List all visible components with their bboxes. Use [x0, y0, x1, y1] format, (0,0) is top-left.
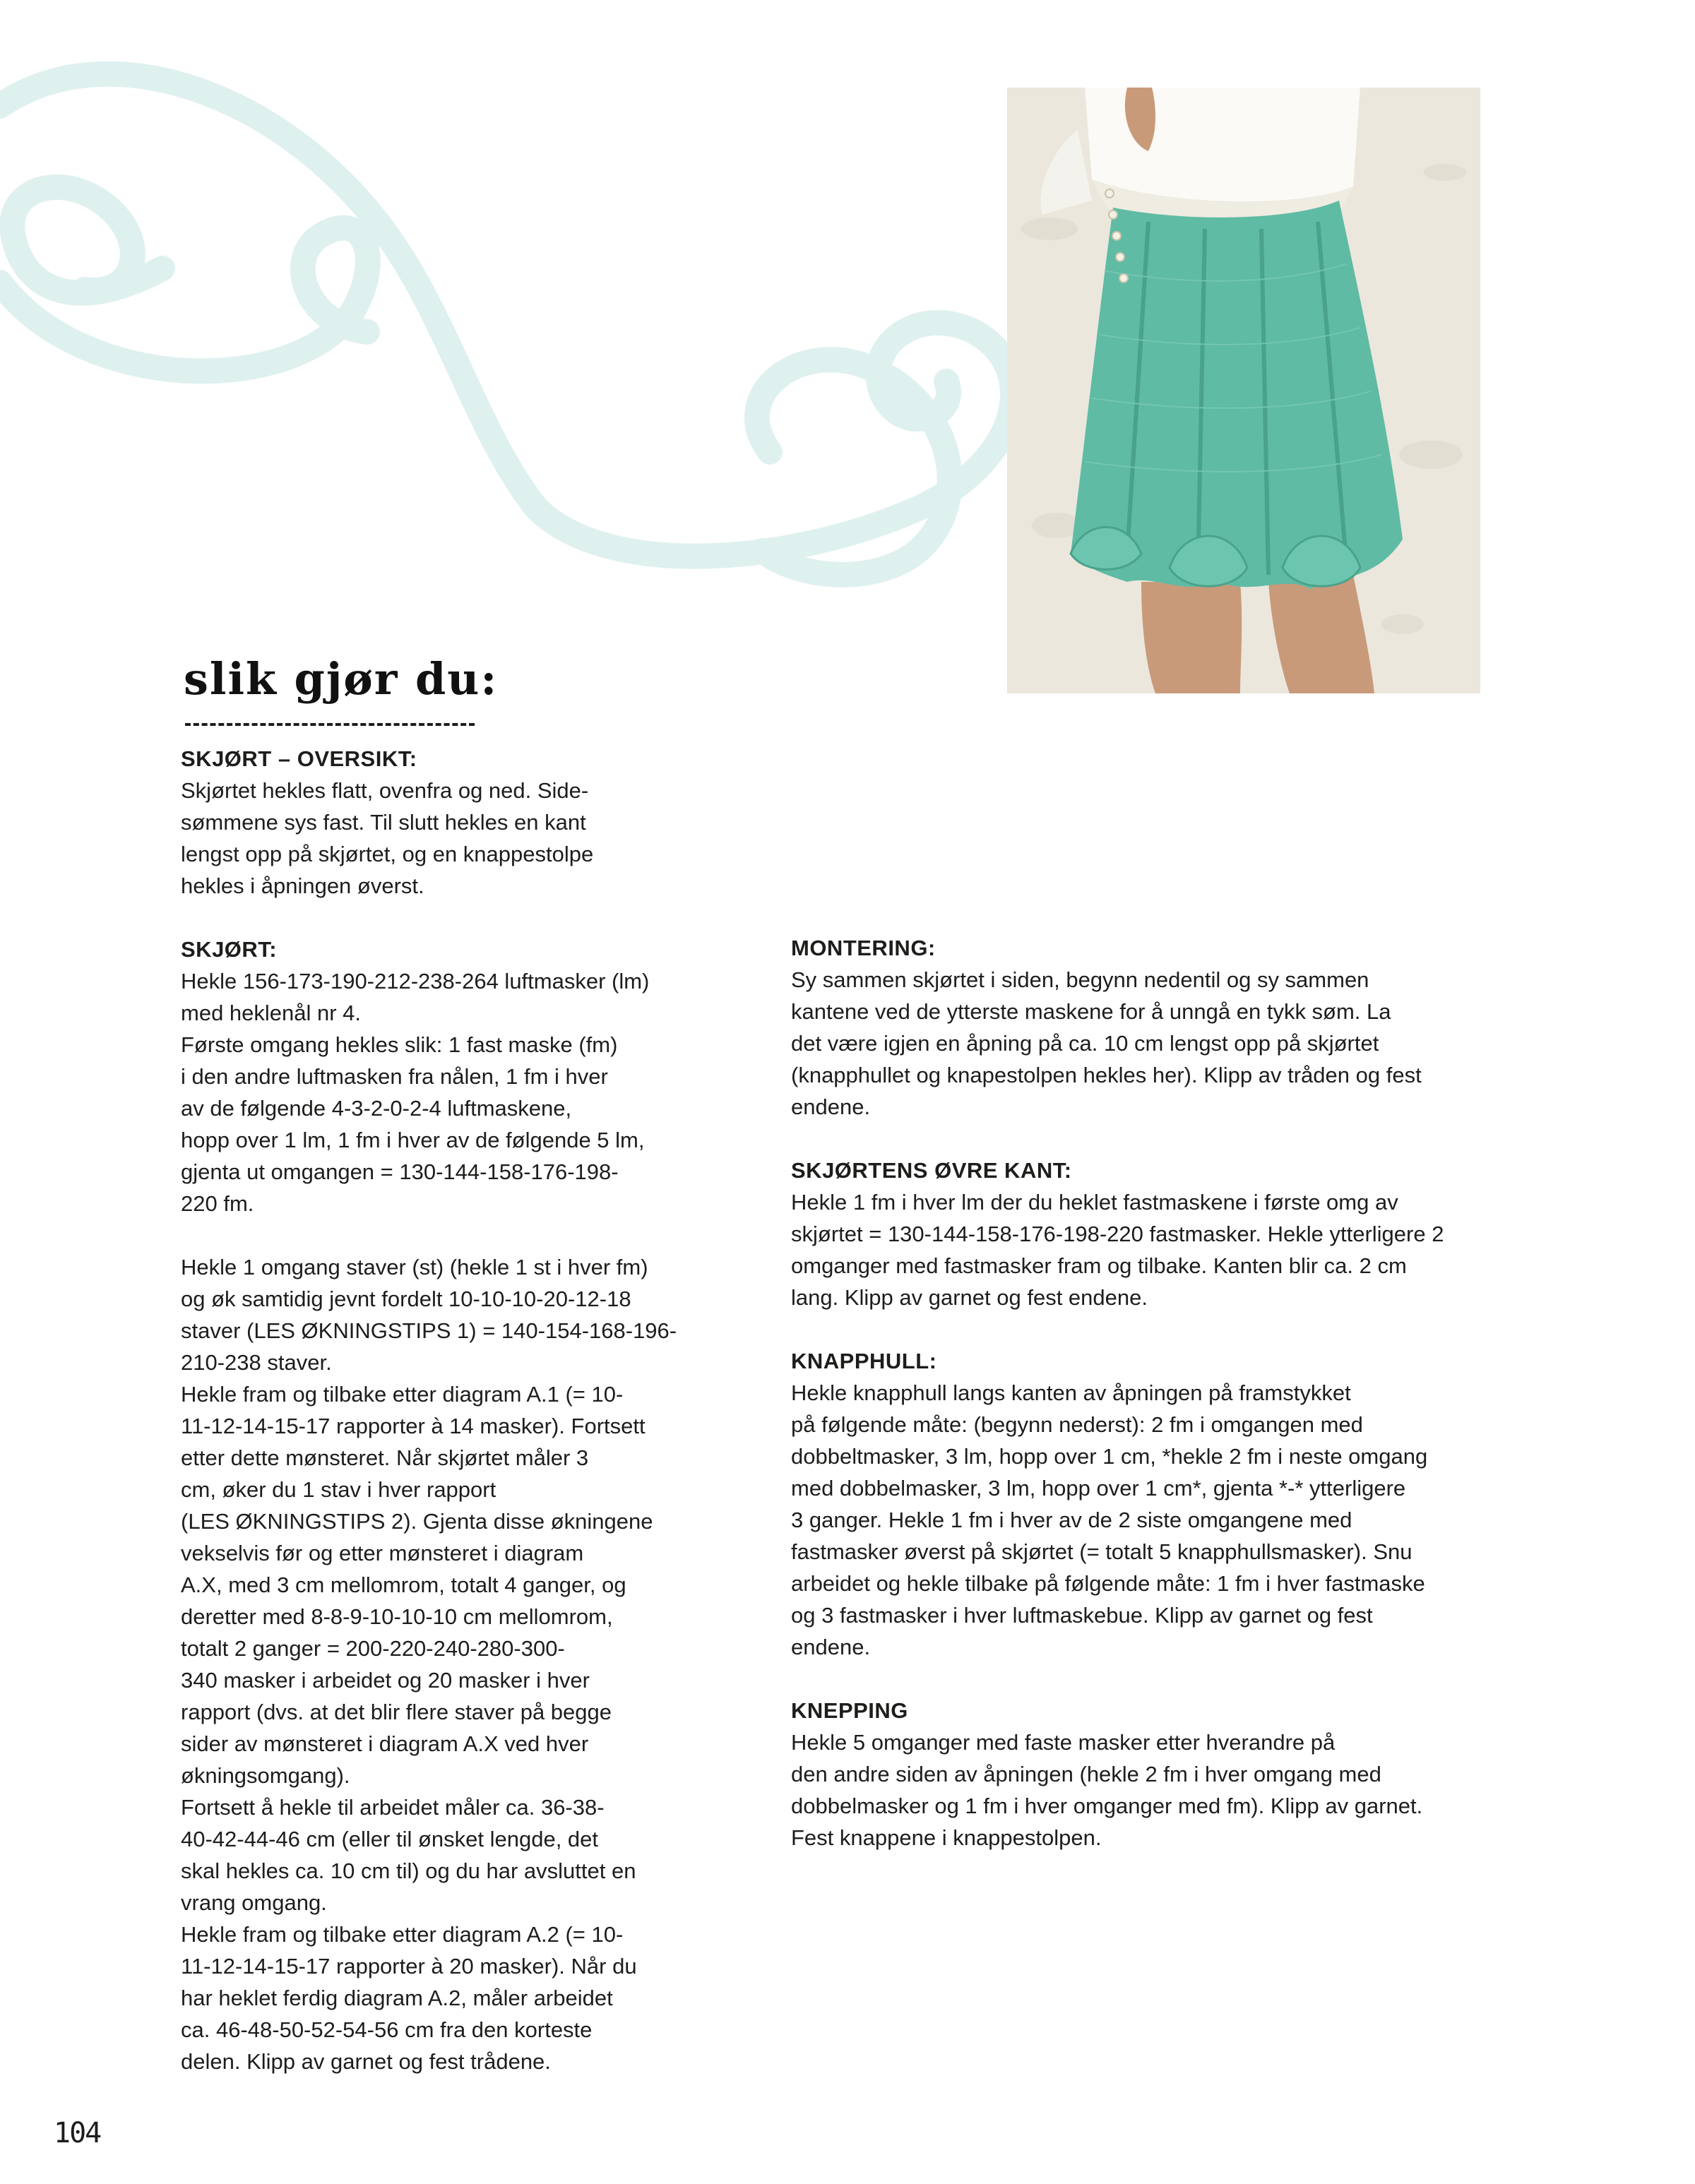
section-skjort: [181, 933, 703, 1219]
text-line: dobbeltmasker, 3 lm, hopp over 1 cm, *hekle 2 fm i neste omgang: [791, 1444, 1428, 1469]
text-line: på følgende måte: (begynn nederst): 2 fm i omgangen med: [791, 1412, 1363, 1437]
section-oversikt: [181, 743, 703, 902]
text-line: fastmasker øverst på skjørtet (= totalt 5 knapphullsmasker). Snu: [791, 1539, 1412, 1564]
text-line: 40-42-44-46 cm (eller til ønsket lengde, det: [181, 1827, 599, 1851]
section-montering: [791, 932, 1526, 1123]
text-line: Sy sammen skjørtet i siden, begynn nedentil og sy sammen: [791, 967, 1369, 992]
text-line: A.X, med 3 cm mellomrom, totalt 4 ganger, og: [181, 1573, 626, 1597]
section-title: SKJØRT – OVERSIKT:: [181, 746, 417, 771]
text-line: lengst opp på skjørtet, og en knappestolpe: [181, 842, 594, 866]
text-line: skal hekles ca. 10 cm til) og du har avsluttet en: [181, 1858, 636, 1883]
text-line: gjenta ut omgangen = 130-144-158-176-198-: [181, 1159, 619, 1184]
text-line: lang. Klipp av garnet og fest endene.: [791, 1285, 1148, 1310]
section-title: MONTERING:: [791, 936, 936, 960]
section-heading: slik gjør du:: [184, 653, 499, 705]
section-title: SKJØRT:: [181, 937, 278, 962]
text-line: rapport (dvs. at det blir flere staver på begge: [181, 1700, 612, 1724]
text-line: kantene ved de ytterste maskene for å unngå en tykk søm. La: [791, 999, 1391, 1024]
text-line: vekselvis før og etter mønsteret i diagram: [181, 1541, 584, 1565]
text-line: i den andre luftmasken fra nålen, 1 fm i hver: [181, 1064, 608, 1089]
text-line: dobbelmasker og 1 fm i hver omganger med fm). Klipp av garnet.: [791, 1794, 1423, 1818]
section-title: SKJØRTENS ØVRE KANT:: [791, 1158, 1072, 1183]
text-line: med dobbelmasker, 3 lm, hopp over 1 cm*, gjenta *-* ytterligere: [791, 1476, 1406, 1500]
text-line: delen. Klipp av garnet og fest trådene.: [181, 2049, 551, 2074]
photo-crochet-skirt: [1007, 88, 1480, 693]
section-knepping: [791, 1695, 1526, 1854]
text-line: omganger med fastmasker fram og tilbake. Kanten blir ca. 2 cm: [791, 1253, 1407, 1278]
text-line: den andre siden av åpningen (hekle 2 fm i hver omgang med: [791, 1762, 1381, 1786]
text-line: (knapphullet og knapestolpen hekles her). Klipp av tråden og fest: [791, 1063, 1422, 1087]
text-line: Fortsett å hekle til arbeidet måler ca. 36-38-: [181, 1795, 605, 1820]
text-line: hekles i åpningen øverst.: [181, 873, 424, 898]
text-line: 210-238 staver.: [181, 1350, 332, 1375]
section-title: KNEPPING: [791, 1698, 908, 1723]
text-line: ca. 46-48-50-52-54-56 cm fra den korteste: [181, 2017, 593, 2042]
decorative-swirl: [0, 0, 1059, 706]
text-line: det være igjen en åpning på ca. 10 cm lengst opp på skjørtet: [791, 1031, 1379, 1056]
text-line: Hekle knapphull langs kanten av åpningen på framstykket: [791, 1380, 1351, 1405]
section-ovre-kant: [791, 1154, 1526, 1313]
text-line: økningsomgang).: [181, 1763, 350, 1788]
text-line: Hekle 156-173-190-212-238-264 luftmasker (lm): [181, 969, 650, 993]
text-line: etter dette mønsteret. Når skjørtet måler 3: [181, 1445, 589, 1470]
text-line: staver (LES ØKNINGSTIPS 1) = 140-154-168-196-: [181, 1318, 677, 1343]
text-line: skjørtet = 130-144-158-176-198-220 fastmasker. Hekle ytterligere 2: [791, 1222, 1444, 1246]
text-line: endene.: [791, 1635, 871, 1659]
section-title: KNAPPHULL:: [791, 1349, 937, 1373]
text-line: Første omgang hekles slik: 1 fast maske (fm): [181, 1032, 618, 1057]
text-line: 11-12-14-15-17 rapporter à 14 masker). Fortsett: [181, 1414, 646, 1438]
text-line: Hekle 1 fm i hver lm der du heklet fastmaskene i første omg av: [791, 1190, 1398, 1215]
text-line: 220 fm.: [181, 1191, 254, 1216]
text-line: sømmene sys fast. Til slutt hekles en kant: [181, 810, 586, 835]
text-line: har heklet ferdig diagram A.2, måler arbeidet: [181, 1986, 613, 2010]
page-number: 104: [54, 2117, 101, 2149]
text-line: totalt 2 ganger = 200-220-240-280-300-: [181, 1636, 565, 1661]
text-line: Skjørtet hekles flatt, ovenfra og ned. Side-: [181, 778, 589, 803]
text-line: 3 ganger. Hekle 1 fm i hver av de 2 siste omgangene med: [791, 1508, 1352, 1532]
text-line: vrang omgang.: [181, 1890, 327, 1915]
text-line: 11-12-14-15-17 rapporter à 20 masker). Når du: [181, 1954, 637, 1979]
text-line: sider av mønsteret i diagram A.X ved hver: [181, 1731, 589, 1756]
column-right: [791, 932, 1526, 1885]
text-line: av de følgende 4-3-2-0-2-4 luftmaskene,: [181, 1096, 572, 1121]
text-line: hopp over 1 lm, 1 fm i hver av de følgende 5 lm,: [181, 1128, 645, 1152]
heading-underline: [185, 723, 475, 726]
text-line: og øk samtidig jevnt fordelt 10-10-10-20-12-18: [181, 1287, 631, 1311]
text-line: cm, øker du 1 stav i hver rapport: [181, 1477, 496, 1502]
text-line: og 3 fastmasker i hver luftmaskebue. Klipp av garnet og fest: [791, 1603, 1373, 1628]
text-line: arbeidet og hekle tilbake på følgende måte: 1 fm i hver fastmaske: [791, 1571, 1425, 1596]
column-left: [181, 743, 703, 2109]
text-line: med heklenål nr 4.: [181, 1001, 362, 1025]
text-line: Fest knappene i knappestolpen.: [791, 1825, 1102, 1850]
text-line: Hekle fram og tilbake etter diagram A.2 (= 10-: [181, 1922, 624, 1947]
text-line: endene.: [791, 1094, 871, 1119]
text-line: deretter med 8-8-9-10-10-10 cm mellomrom,: [181, 1604, 613, 1629]
section-knapphull: [791, 1345, 1526, 1663]
section-skjort2: [181, 1251, 703, 2077]
text-line: Hekle fram og tilbake etter diagram A.1 (= 10-: [181, 1382, 624, 1407]
text-line: Hekle 5 omganger med faste masker etter hverandre på: [791, 1730, 1336, 1755]
text-line: 340 masker i arbeidet og 20 masker i hver: [181, 1668, 590, 1693]
text-line: (LES ØKNINGSTIPS 2). Gjenta disse økningene: [181, 1509, 653, 1534]
text-line: Hekle 1 omgang staver (st) (hekle 1 st i hver fm): [181, 1255, 648, 1279]
